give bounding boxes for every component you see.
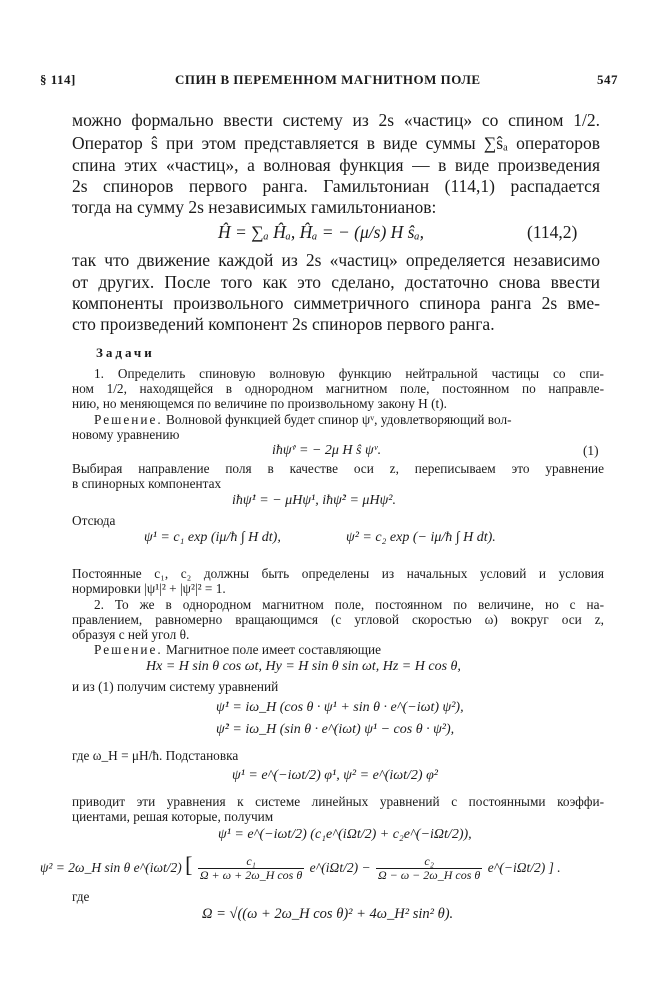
problem-1-line-2: ном 1/2, находящейся в однородном магнитном поле, постоянном по направле- xyxy=(72,381,604,396)
page-number: 547 xyxy=(597,72,618,87)
problem-2-line-3: образуя с ней угол θ. xyxy=(72,627,190,642)
equation-1: iħψ̇ᵛ = − 2μ H ŝ ψᵛ. xyxy=(272,443,382,458)
equation-substitution: ψ¹ = e^(−iωt/2) φ¹, ψ² = e^(iωt/2) φ² xyxy=(232,768,439,783)
solution-1-line-4: в спинорных компонентах xyxy=(72,476,222,491)
psi2-lhs: ψ² = 2ω_H sin θ e^(iωt/2) xyxy=(40,860,182,875)
solution-1-line-3: Выбирая направление поля в качестве оси z, переписываем это уравнение xyxy=(72,461,604,476)
solution-2-line-4: приводит эти уравнения к системе линейных уравнений с постоянными коэффи- xyxy=(72,794,604,809)
solution-1-line-2: новому уравнению xyxy=(72,427,180,442)
running-title: СПИН В ПЕРЕМЕННОМ МАГНИТНОМ ПОЛЕ xyxy=(175,72,481,87)
intro-line-3: спина этих «частиц», а волновая функция — в виде произведения xyxy=(72,155,600,175)
intro-line-2: Оператор ŝ при этом представляется в виде суммы ∑ŝₐ операторов xyxy=(72,133,600,153)
solution-1-text: Волновой функцией будет спинор ψᵛ, удовлетворяющий вол- xyxy=(162,412,512,427)
intro-line-8: компоненты произвольного симметричного спинора ранга 2s вме- xyxy=(72,293,600,313)
fraction-1-denominator: Ω + ω + 2ω_H cos θ xyxy=(199,868,303,883)
equation-omega: Ω = √((ω + 2ω_H cos θ)² + 4ω_H² sin² θ). xyxy=(202,906,454,922)
fraction-2-numerator: c₂ xyxy=(376,855,482,869)
where-label: где xyxy=(72,889,90,904)
solution-1-line-6: нормировки |ψ¹|² + |ψ²|² = 1. xyxy=(72,581,226,596)
intro-line-7: от других. После того как это сделано, достаточно снова ввести xyxy=(72,272,600,292)
section-mark: § 114] xyxy=(40,72,76,87)
solution-2-text: Магнитное поле имеет составляющие xyxy=(162,642,382,657)
solution-label: Решение. xyxy=(94,412,163,427)
problem-1-line-1: 1. Определить спиновую волновую функцию нейтральной частицы со спи- xyxy=(94,366,604,381)
solution-2-line-5: циентами, решая которые, получим xyxy=(72,809,274,824)
fraction-2-denominator: Ω − ω − 2ω_H cos θ xyxy=(377,868,481,883)
problem-2-line-2: правлением, равномерно вращающимся (с угловой скоростью ω) вокруг оси z, xyxy=(72,612,604,627)
solution-1-line-5: Постоянные c₁, c₂ должны быть определены из начальных условий и условия xyxy=(72,566,604,581)
equation-system-1: ψ̇¹ = iω_H (cos θ · ψ¹ + sin θ · e^(−iωt) ψ²), xyxy=(216,700,464,715)
fraction-1 xyxy=(198,855,304,882)
equation-result-psi2 xyxy=(40,850,561,883)
problem-1-line-3: нию, но меняющемся по величине по произвольному закону H (t). xyxy=(72,396,447,411)
equation-solution-psi1: ψ¹ = c₁ exp (iμ/ħ ∫ H dt), xyxy=(144,530,281,545)
equation-number-114-2: (114,2) xyxy=(527,222,578,242)
solution-2-line-2: и из (1) получим систему уравнений xyxy=(72,679,279,694)
equation-field-components: Hx = H sin θ cos ωt, Hy = H sin θ sin ωt, Hz = H cos θ, xyxy=(146,659,461,674)
intro-line-1: можно формально ввести систему из 2s «частиц» со спином 1/2. xyxy=(72,110,600,130)
equation-result-psi1: ψ¹ = e^(−iωt/2) (c₁e^(iΩt/2) + c₂e^(−iΩt/2)), xyxy=(218,827,472,842)
problems-heading: Задачи xyxy=(96,345,155,360)
solution-label-2: Решение. xyxy=(94,642,163,657)
equation-components: iħψ̇¹ = − μHψ¹, iħψ̇² = μHψ². xyxy=(232,493,396,508)
equation-number-1: (1) xyxy=(583,443,599,458)
problem-2-line-1: 2. То же в однородном магнитном поле, постоянном по величине, но с на- xyxy=(94,597,604,612)
solution-1-line-1 xyxy=(94,412,512,428)
fraction-1-numerator: c₁ xyxy=(198,855,304,869)
psi2-end: e^(−iΩt/2) ] . xyxy=(487,860,561,875)
psi2-middle: e^(iΩt/2) − xyxy=(309,860,371,875)
hence-label: Отсюда xyxy=(72,513,116,528)
intro-line-4: 2s спиноров первого ранга. Гамильтониан (114,1) распадается xyxy=(72,176,600,196)
intro-line-9: сто произведений компонент 2s спиноров первого ранга. xyxy=(72,314,495,334)
solution-2-line-1 xyxy=(94,642,381,658)
intro-line-6: так что движение каждой из 2s «частиц» определяется независимо xyxy=(72,250,600,270)
intro-line-5: тогда на сумму 2s независимых гамильтонианов: xyxy=(72,197,437,217)
solution-2-line-3: где ω_H = μH/ħ. Подстановка xyxy=(72,748,239,763)
left-bracket: [ xyxy=(185,852,193,877)
fraction-2 xyxy=(376,855,482,882)
equation-system-2: ψ̇² = iω_H (sin θ · e^(iωt) ψ¹ − cos θ · ψ²), xyxy=(216,722,455,737)
equation-114-2: Ĥ = ∑ₐ Ĥₐ, Ĥₐ = − (μ/s) H ŝₐ, xyxy=(218,222,424,242)
equation-solution-psi2: ψ² = c₂ exp (− iμ/ħ ∫ H dt). xyxy=(346,530,496,545)
